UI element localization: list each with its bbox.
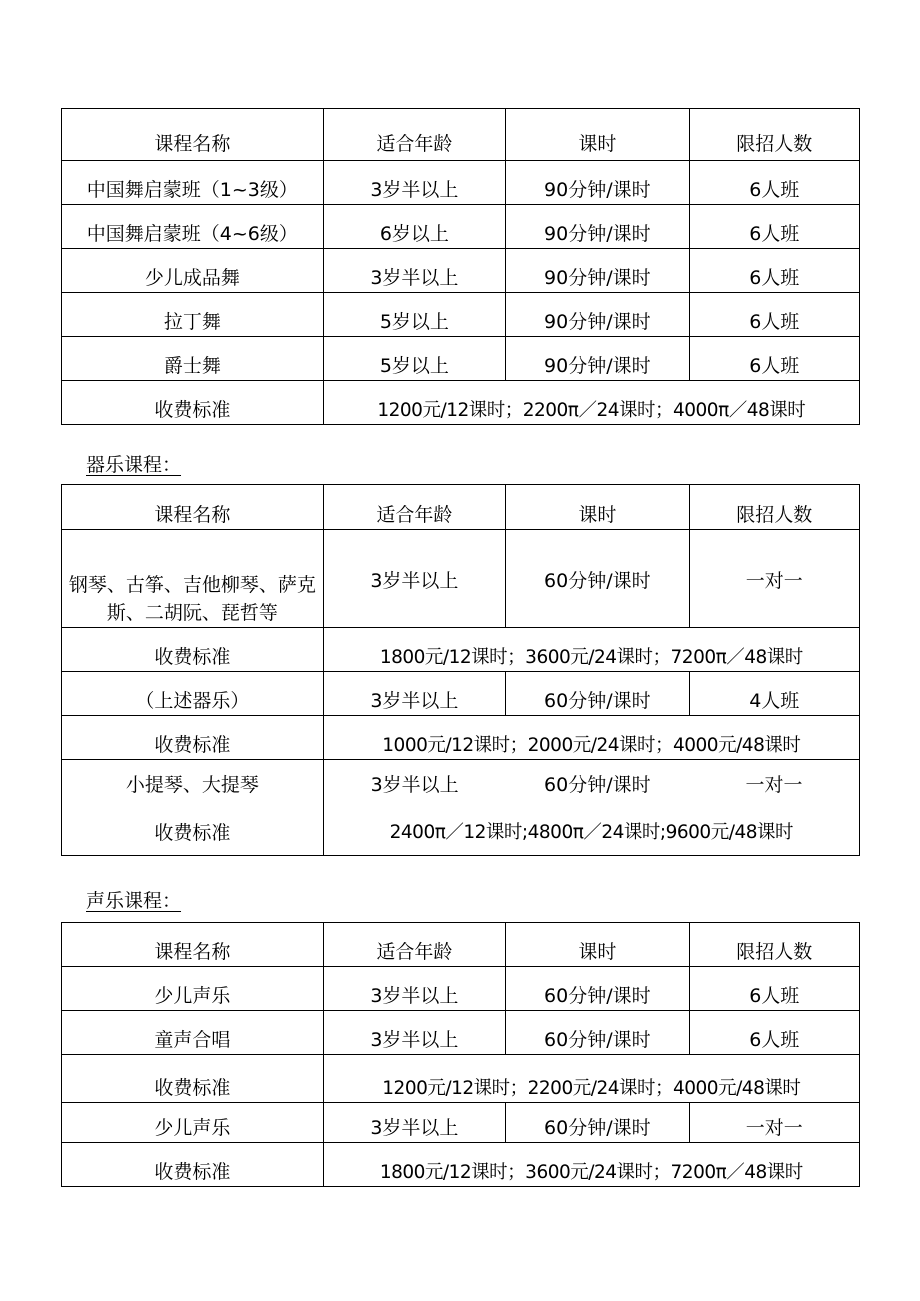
course-age: 3岁半以上	[323, 672, 505, 716]
course-duration: 60分钟/课时	[506, 1011, 689, 1055]
fee-label: 收费标准	[62, 628, 324, 672]
fee-label: 收费标准	[62, 381, 324, 425]
course-age: 6岁以上	[323, 205, 505, 249]
fee-value: 1000元/12课时；2000元/24课时；4000元/48课时	[323, 716, 859, 760]
course-age: 5岁以上	[323, 337, 505, 381]
course-capacity: 6人班	[689, 205, 859, 249]
course-capacity: 一对一	[689, 1103, 859, 1143]
course-capacity: 6人班	[689, 337, 859, 381]
course-duration: 60分钟/课时	[506, 672, 689, 716]
course-age: 3岁半以上	[323, 760, 505, 808]
course-age: 3岁半以上	[323, 530, 505, 628]
table-row	[62, 1011, 860, 1055]
course-capacity: 6人班	[689, 293, 859, 337]
course-capacity: 6人班	[689, 249, 859, 293]
course-age: 3岁半以上	[323, 967, 505, 1011]
fee-row	[62, 716, 860, 760]
fee-row	[62, 381, 860, 425]
table-row	[62, 530, 860, 628]
header-course-name: 课程名称	[62, 485, 324, 530]
table-row	[62, 967, 860, 1011]
course-duration: 60分钟/课时	[506, 967, 689, 1011]
course-duration: 60分钟/课时	[506, 1103, 689, 1143]
fee-row	[62, 1055, 860, 1103]
fee-value: 1200元/12课时；2200π／24课时；4000π／48课时	[323, 381, 859, 425]
course-age: 5岁以上	[323, 293, 505, 337]
fee-row	[62, 628, 860, 672]
table-row	[62, 337, 860, 381]
header-age: 适合年龄	[323, 109, 505, 161]
fee-label: 收费标准	[62, 808, 324, 856]
course-name: 中国舞启蒙班（1~3级）	[62, 161, 324, 205]
table-row	[62, 205, 860, 249]
course-capacity: 一对一	[689, 760, 859, 808]
header-duration: 课时	[506, 923, 689, 967]
header-capacity: 限招人数	[689, 109, 859, 161]
fee-label: 收费标准	[62, 1143, 324, 1187]
fee-label: 收费标准	[62, 716, 324, 760]
course-name: 钢琴、古筝、吉他柳琴、萨克斯、二胡阮、琵哲等	[62, 530, 324, 628]
course-age: 3岁半以上	[323, 161, 505, 205]
section-title-instrument: 器乐课程：	[86, 454, 182, 476]
header-capacity: 限招人数	[689, 923, 859, 967]
vocal-course-table	[61, 922, 860, 1187]
table-header-row	[62, 109, 860, 161]
instrument-course-table	[61, 484, 860, 856]
course-name: 童声合唱	[62, 1011, 324, 1055]
section-title-vocal: 声乐课程：	[86, 890, 182, 912]
header-capacity: 限招人数	[689, 485, 859, 530]
course-name: 少儿声乐	[62, 1103, 324, 1143]
course-duration: 90分钟/课时	[506, 249, 689, 293]
course-duration: 90分钟/课时	[506, 161, 689, 205]
fee-row	[62, 1143, 860, 1187]
fee-value: 1200元/12课时；2200元/24课时；4000元/48课时	[323, 1055, 859, 1103]
dance-course-table	[61, 108, 860, 425]
table-row	[62, 161, 860, 205]
table-row	[62, 1103, 860, 1143]
course-duration: 90分钟/课时	[506, 293, 689, 337]
fee-value: 1800元/12课时；3600元/24课时；7200π／48课时	[323, 1143, 859, 1187]
table-row	[62, 249, 860, 293]
course-name: 拉丁舞	[62, 293, 324, 337]
fee-value: 1800元/12课时；3600元/24课时；7200π／48课时	[323, 628, 859, 672]
course-name: （上述器乐）	[62, 672, 324, 716]
table-row	[62, 760, 860, 808]
header-course-name: 课程名称	[62, 923, 324, 967]
header-duration: 课时	[506, 485, 689, 530]
header-age: 适合年龄	[323, 923, 505, 967]
table-header-row	[62, 923, 860, 967]
course-duration: 60分钟/课时	[506, 760, 689, 808]
course-capacity: 一对一	[689, 530, 859, 628]
header-duration: 课时	[506, 109, 689, 161]
course-name: 爵士舞	[62, 337, 324, 381]
course-capacity: 6人班	[689, 161, 859, 205]
course-duration: 90分钟/课时	[506, 337, 689, 381]
course-age: 3岁半以上	[323, 1103, 505, 1143]
course-capacity: 6人班	[689, 1011, 859, 1055]
fee-label: 收费标准	[62, 1055, 324, 1103]
table-row	[62, 672, 860, 716]
fee-value: 2400π／12课时;4800π／24课时;9600元/48课时	[323, 808, 859, 856]
course-capacity: 6人班	[689, 967, 859, 1011]
course-age: 3岁半以上	[323, 249, 505, 293]
course-duration: 60分钟/课时	[506, 530, 689, 628]
fee-row	[62, 808, 860, 856]
course-name: 少儿声乐	[62, 967, 324, 1011]
table-row	[62, 293, 860, 337]
course-duration: 90分钟/课时	[506, 205, 689, 249]
header-course-name: 课程名称	[62, 109, 324, 161]
course-name: 中国舞启蒙班（4~6级）	[62, 205, 324, 249]
course-name: 小提琴、大提琴	[62, 760, 324, 808]
course-age: 3岁半以上	[323, 1011, 505, 1055]
table-header-row	[62, 485, 860, 530]
course-name: 少儿成品舞	[62, 249, 324, 293]
course-capacity: 4人班	[689, 672, 859, 716]
header-age: 适合年龄	[323, 485, 505, 530]
